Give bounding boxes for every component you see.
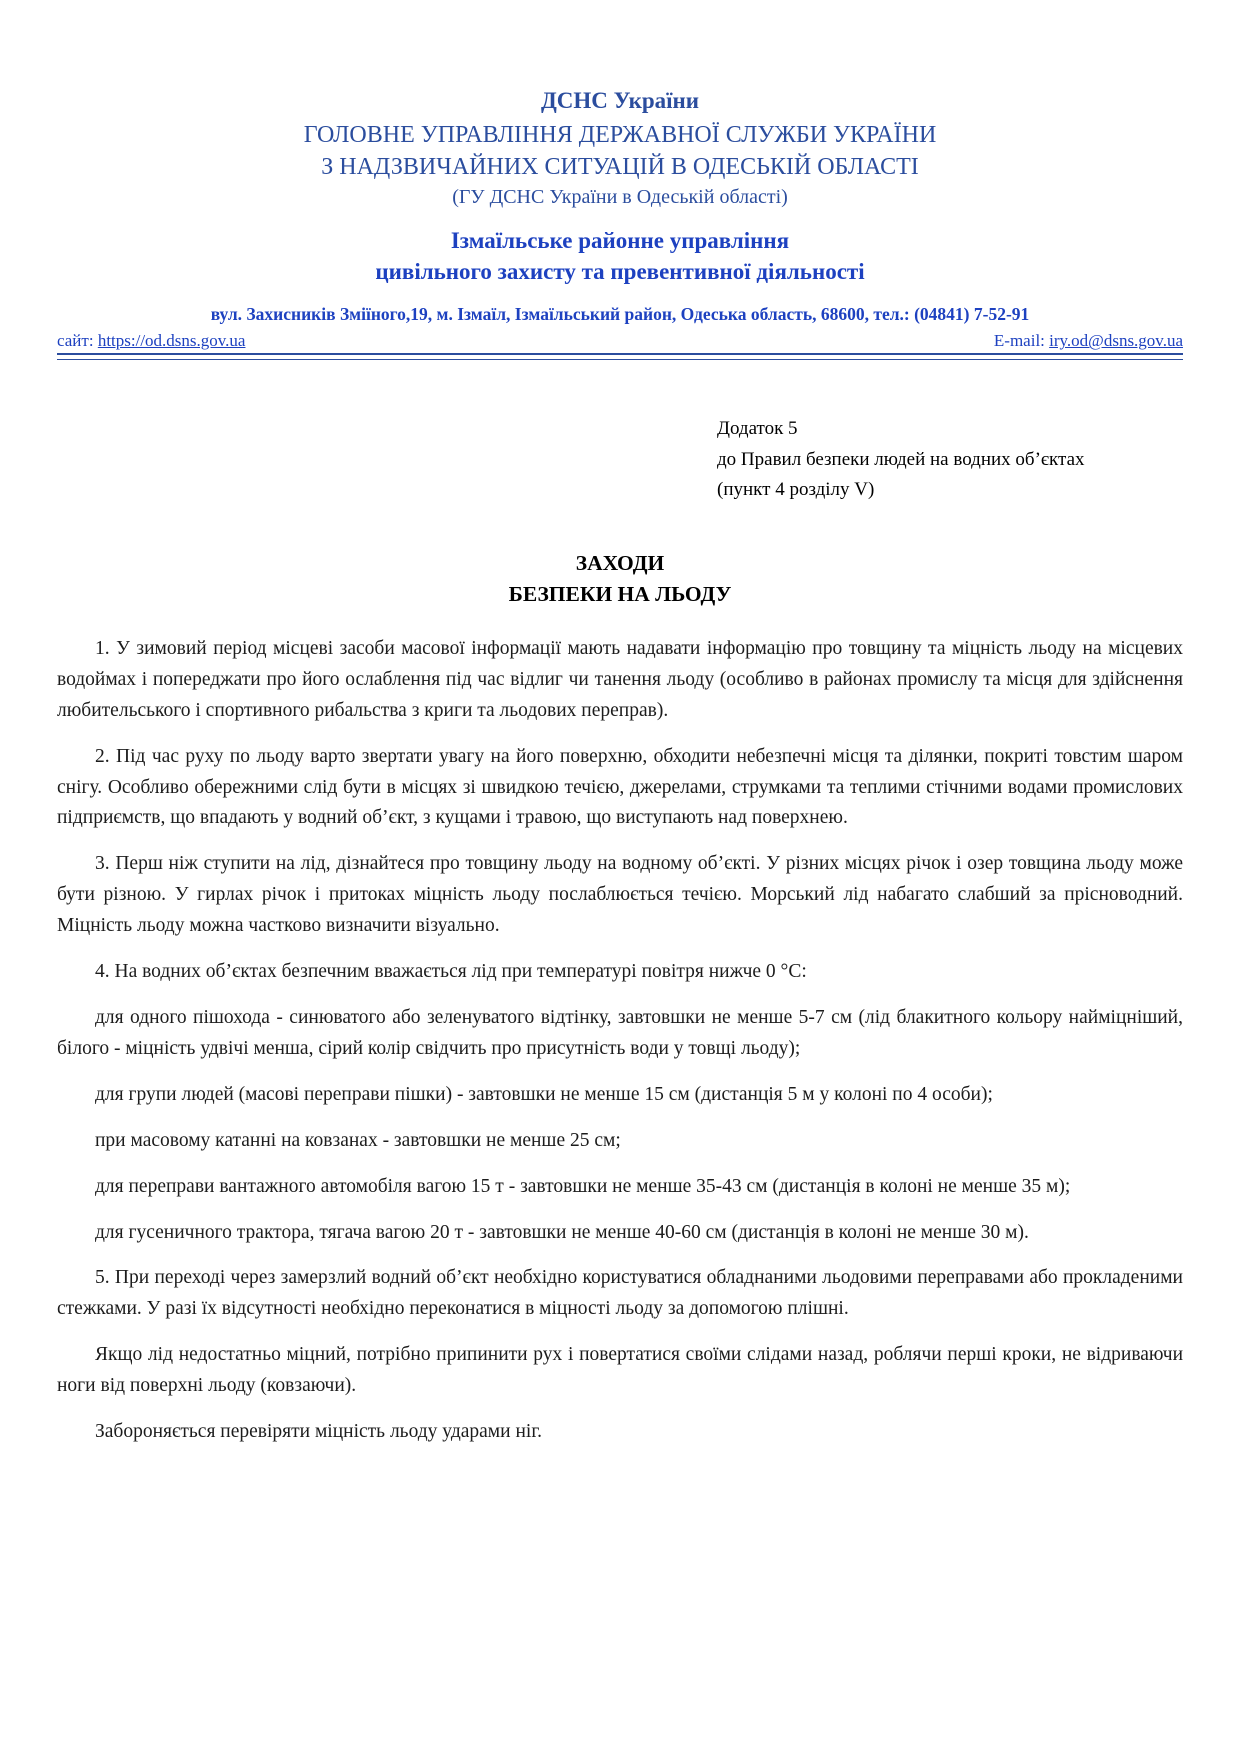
letterhead	[57, 88, 1183, 360]
paragraph: 4. На водних об’єктах безпечним вважається лід при температурі повітря нижче 0 °С:	[95, 961, 807, 983]
paragraph: для гусеничного трактора, тягача вагою 20 т - завтовшки не менше 40-60 см (дистанція в колоні не менше 30 м).	[95, 1221, 1029, 1243]
site-label: сайт:	[57, 331, 98, 351]
appendix-line-3: (пункт 4 розділу V)	[717, 479, 875, 501]
paragraph: при масовому катанні на ковзанах - завтовшки не менше 25 см;	[95, 1129, 621, 1151]
contact-row	[57, 331, 1183, 351]
email-link[interactable]: iry.od@dsns.gov.ua	[1049, 331, 1183, 351]
document-title-line-2: БЕЗПЕКИ НА ЛЬОДУ	[508, 581, 732, 606]
document-title-line-1: ЗАХОДИ	[575, 550, 665, 575]
paragraph: для групи людей (масові переправи пішки) - завтовшки не менше 15 см (дистанція 5 м у колоні по 4 особи);	[95, 1083, 993, 1105]
email-label: E-mail:	[993, 331, 1050, 351]
email-entry	[994, 331, 1183, 351]
paragraph: Забороняється перевіряти міцність льоду ударами ніг.	[95, 1421, 542, 1443]
paragraph: 3. Перш ніж ступити на лід, дізнайтеся про товщину льоду на водному об’єкті. У різних місцях річок і озер товщина льоду може бути різною. У гирлах річок і притоках міцність льоду послаблюється течією. Морський лід набагато слабший за прісноводний. Міцність льоду можна частково визначити візуально.	[57, 853, 1183, 937]
appendix-line-2: до Правил безпеки людей на водних об’єктах	[717, 448, 1085, 470]
header-divider	[57, 353, 1183, 360]
paragraph: 5. При переході через замерзлий водний об’єкт необхідно користуватися обладнаними льодовими переправами або прокладеними стежками. У разі їх відсутності необхідно переконатися в міцності льоду за допомогою плішні.	[57, 1267, 1183, 1320]
address-line: вул. Захисників Зміїного,19, м. Ізмаїл, Ізмаїльський район, Одеська область, 68600, тел.: (04841) 7-52-91	[210, 304, 1030, 325]
paragraph: для одного пішохода - синюватого або зеленуватого відтінку, завтовшки не менше 5-7 см (лід блакитного кольору найміцніший, білого - міцність удвічі менша, сірий колір свідчить про присутність води у товщі льоду);	[57, 1007, 1183, 1059]
org-title-line-1: ГОЛОВНЕ УПРАВЛІННЯ ДЕРЖАВНОЇ СЛУЖБИ УКРАЇНИ	[303, 122, 937, 148]
site-entry	[57, 331, 245, 351]
site-link[interactable]: https://od.dsns.gov.ua	[97, 331, 246, 351]
org-name: ДСНС України	[540, 88, 700, 113]
department-line-1: Ізмаїльське районне управління	[450, 228, 790, 254]
document-body	[57, 634, 1183, 1448]
department-line-2: цивільного захисту та превентивної діяльності	[375, 259, 865, 285]
paragraph: Якщо лід недостатньо міцний, потрібно припинити рух і повертатися своїми слідами назад, роблячи перші кроки, не відриваючи ноги від поверхні льоду (ковзаючи).	[57, 1344, 1183, 1397]
document-title	[57, 548, 1183, 610]
paragraph: 1. У зимовий період місцеві засоби масової інформації мають надавати інформацію про товщину та міцність льоду на місцевих водоймах і попереджати про його ослаблення під час відлиг чи танення льоду (особливо в районах промислу та місця для здійснення любительського і спортивного рибальства з криги та льодових переправ).	[57, 637, 1183, 721]
org-title-line-2: З НАДЗВИЧАЙНИХ СИТУАЦІЙ В ОДЕСЬКІЙ ОБЛАСТІ	[321, 153, 919, 180]
paragraph: 2. Під час руху по льоду варто звертати увагу на його поверхню, обходити небезпечні місця та ділянки, покриті товстим шаром снігу. Особливо обережними слід бути в місцях зі швидкою течією, джерелами, струмками та теплими стічними водами промислових підприємств, що впадають у водний об’єкт, з кущами і травою, що виступають над поверхнею.	[57, 745, 1183, 829]
paragraph: для переправи вантажного автомобіля вагою 15 т - завтовшки не менше 35-43 см (дистанція в колоні не менше 35 м);	[95, 1175, 1071, 1197]
org-abbreviation: (ГУ ДСНС України в Одеській області)	[452, 186, 788, 209]
appendix-block	[717, 414, 1183, 505]
appendix-line-1: Додаток 5	[717, 418, 798, 440]
